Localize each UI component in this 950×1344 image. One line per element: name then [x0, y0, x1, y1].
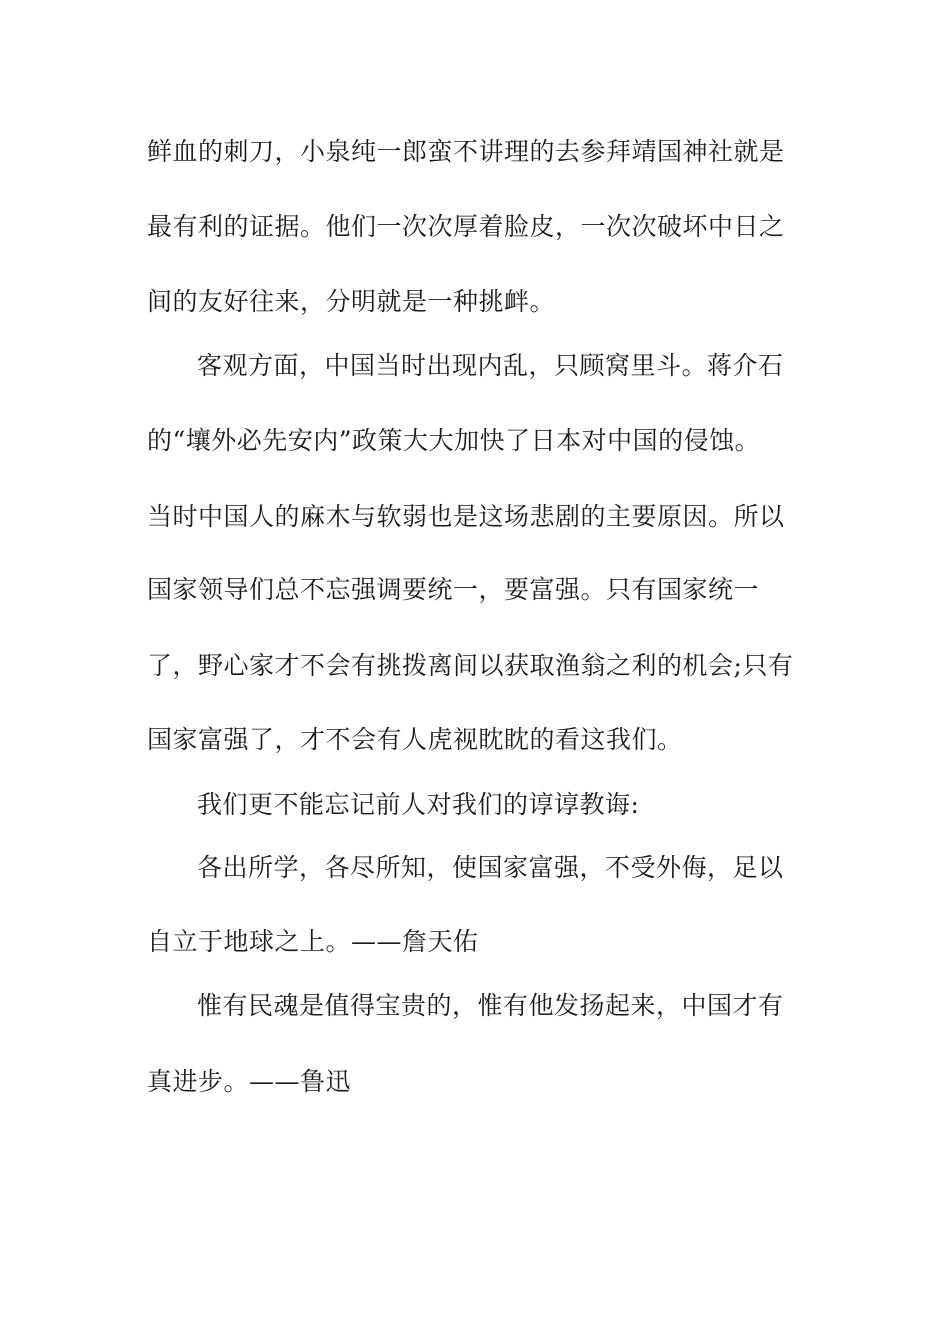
quote-attribution-line: 真进步。——鲁迅	[147, 1067, 352, 1096]
text-line: 最有利的证据。他们一次次厚着脸皮，一次次破坏中日之	[147, 212, 785, 241]
text-line: 了，野心家才不会有挑拨离间以获取渔翁之利的机会;只有	[147, 651, 794, 680]
text-line: 鲜血的刺刀，小泉纯一郎蛮不讲理的去参拜靖国神社就是	[147, 137, 785, 166]
paragraph-start-line: 客观方面，中国当时出现内乱，只顾窝里斗。蒋介石	[197, 351, 784, 380]
text-line: 国家领导们总不忘强调要统一，要富强。只有国家统一	[147, 575, 760, 604]
quote-line: 各出所学，各尽所知，使国家富强，不受外侮，足以	[197, 853, 784, 882]
text-line: 间的友好往来，分明就是一种挑衅。	[147, 287, 556, 316]
quote-attribution-line: 自立于地球之上。——詹天佑	[147, 927, 479, 956]
paragraph-start-line: 我们更不能忘记前人对我们的谆谆教诲:	[197, 790, 640, 819]
quote-line: 惟有民魂是值得宝贵的，惟有他发扬起来，中国才有	[197, 991, 784, 1020]
text-line: 国家富强了，才不会有人虎视眈眈的看这我们。	[147, 725, 683, 754]
text-line: 当时中国人的麻木与软弱也是这场悲剧的主要原因。所以	[147, 502, 785, 531]
text-line: 的“壤外必先安内”政策大大加快了日本对中国的侵蚀。	[147, 426, 761, 455]
